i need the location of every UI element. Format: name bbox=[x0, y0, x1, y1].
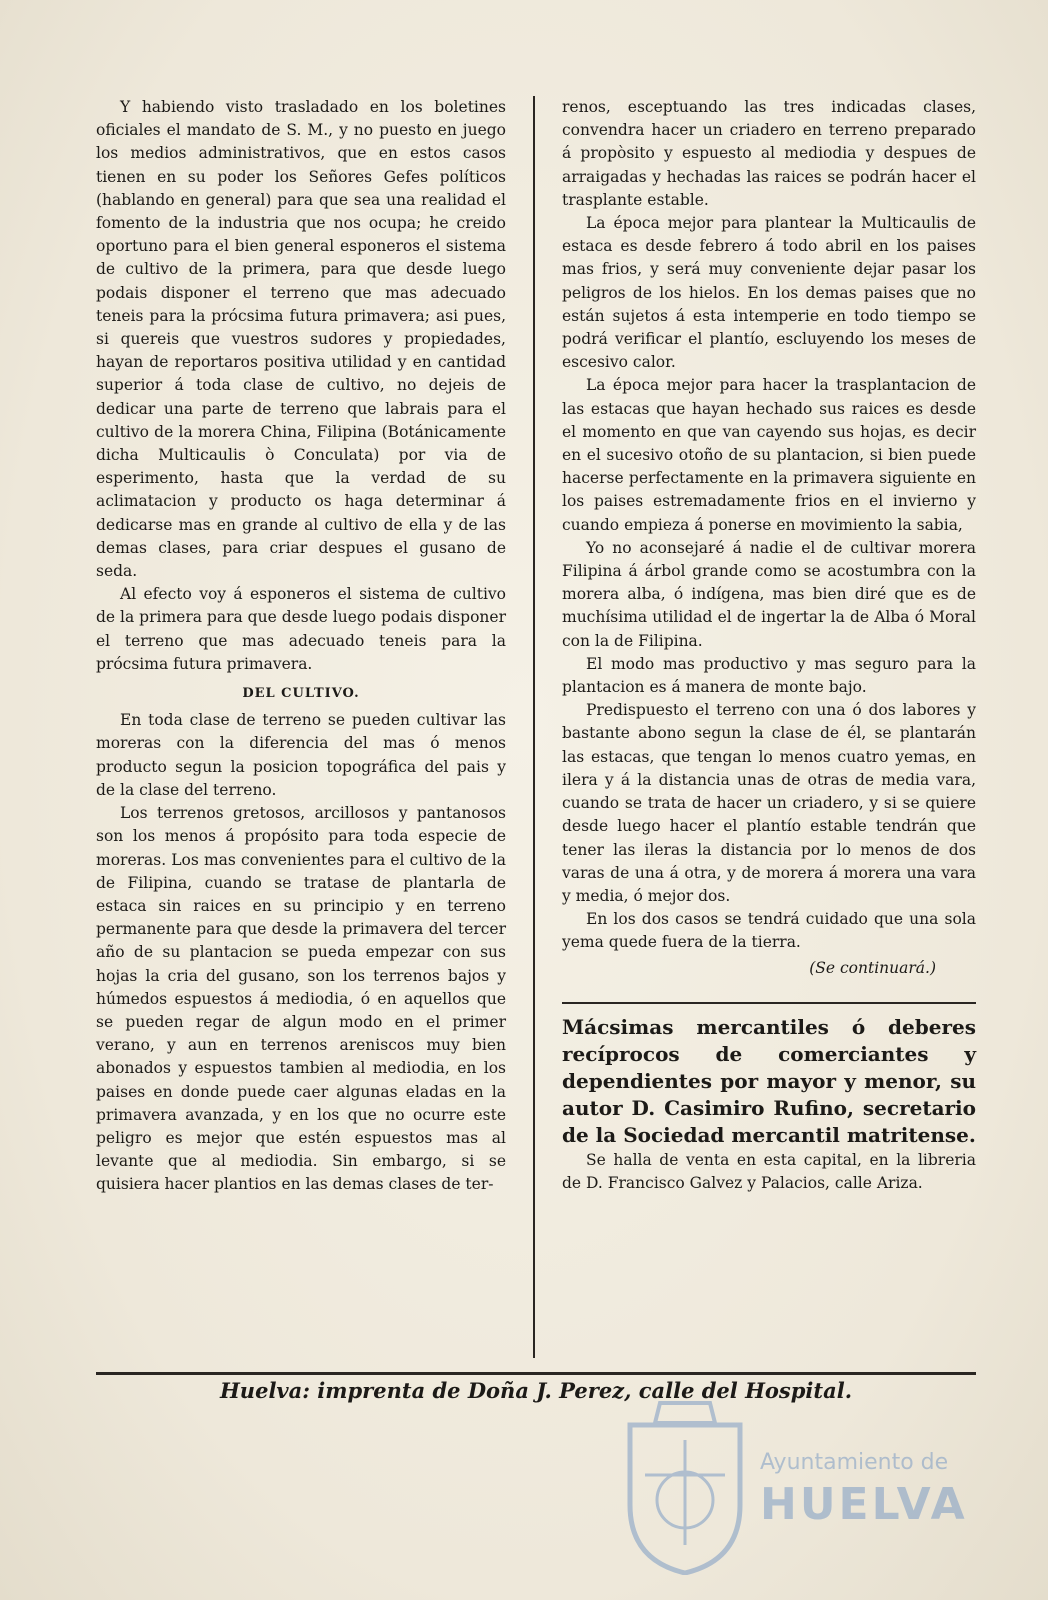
article-paragraph: Los terrenos gretosos, arcillosos y pantanosos son los menos á propósito para toda especie de moreras. Los mas convenientes para el cultivo de la de Filipina, cuando se tratase de plantarla de estaca sin raices en su principio y en terreno permanente para que desde la primavera del tercer año de su plantacion se pueda empezar con sus hojas la cria del gusano, son los terrenos bajos y húmedos espuestos á mediodia, ó en aquellos que se pueden regar de algun modo en el primer verano, y aun en terrenos areniscos muy bien abonados y espuestos tambien al mediodia, en los paises en donde puede caer algunas eladas en la primavera avanzada, y en los que no ocurre este peligro es mejor que estén espuestos mas al levante que al mediodia. Sin embargo, si se quisiera hacer plantios en las demas clases de ter- bbox=[96, 804, 506, 1194]
right-column bbox=[562, 96, 976, 1195]
article-paragraph: renos, esceptuando las tres indicadas clases, convendra hacer un criadero en terreno preparado á propòsito y espuesto al mediodia y despues de arraigadas y hechadas las raices se podrán hacer el trasplante estable. bbox=[562, 98, 976, 209]
continued-note: (Se continuará.) bbox=[809, 958, 936, 977]
column-divider bbox=[533, 96, 535, 1358]
article-paragraph: En los dos casos se tendrá cuidado que una sola yema quede fuera de la tierra. bbox=[562, 910, 976, 952]
left-column bbox=[96, 96, 506, 1197]
article-paragraph: Yo no aconsejaré á nadie el de cultivar morera Filipina á árbol grande como se acostumbra con la morera alba, ó indígena, mas bien diré que es de muchísima utilidad el de ingertar la de Alba ó Moral con la de Filipina. bbox=[562, 538, 976, 650]
article-paragraph: El modo mas productivo y mas seguro para la plantacion es á manera de monte bajo. bbox=[562, 654, 976, 697]
article-paragraph: Al efecto voy á esponeros el sistema de cultivo de la primera para que desde luego podais disponer el terreno que mas adecuado teneis para la prócsima futura primavera. bbox=[96, 585, 506, 673]
section-heading: DEL CULTIVO. bbox=[242, 686, 360, 702]
advertisement-title: Mácsimas mercantiles ó deberes recíprocos de comerciantes y dependientes por mayor y menor, su autor D. Casimiro Rufino, secretario de la Sociedad mercantil matritense. bbox=[562, 1014, 976, 1147]
article-paragraph: En toda clase de terreno se pueden cultivar las moreras con la diferencia del mas ó menos producto segun la posicion topográfica del pais y de la clase del terreno. bbox=[96, 711, 506, 799]
article-paragraph: Y habiendo visto trasladado en los boletines oficiales el mandato de S. M., y no puesto en juego los medios administrativos, que en estos casos tienen en su poder los Señores Gefes políticos (hablando en general) para que sea una realidad el fomento de la industria que nos ocupa; he creido oportuno para el bien general esponeros el sistema de cultivo de la primera, para que desde luego podais disponer el terreno que mas adecuado teneis para la prócsima futura primavera; asi pues, si quereis que vuestros sudores y propiedades, hayan de reportaros positiva utilidad y en cantidad superior á toda clase de cultivo, no dejeis de dedicar una parte de terreno que labrais para el cultivo de la morera China, Filipina (Botánicamente dicha Multicaulis ò Conculata) por via de esperimento, hasta que la verdad de su aclimatacion y producto os haga determinar á dedicarse mas en grande al cultivo de ella y de las demas clases, para criar despues el gusano de seda. bbox=[96, 98, 506, 581]
advertisement-body: Se halla de venta en esta capital, en la libreria de D. Francisco Galvez y Palacios, calle Ariza. bbox=[562, 1150, 976, 1192]
advertisement bbox=[562, 1014, 976, 1195]
watermark-text bbox=[760, 1450, 968, 1530]
coat-of-arms-icon bbox=[620, 1395, 750, 1575]
article-paragraph: Predispuesto el terreno con una ó dos labores y bastante abono segun la clase de él, se plantarán las estacas, que tengan lo menos cuatro yemas, en ilera y á la distancia unas de otras de media vara, cuando se trata de hacer un criadero, y si se quiere desde luego hacer el plantío estable tendrán que tener las ileras la distancia por lo menos de dos varas de una á otra, y de morera á morera una vara y media, ó mejor dos. bbox=[562, 701, 976, 905]
footer-divider bbox=[96, 1372, 976, 1375]
printer-imprint: Huelva: imprenta de Doña J. Perez, calle del Hospital. bbox=[219, 1378, 853, 1403]
watermark-line1: Ayuntamiento de bbox=[760, 1450, 949, 1475]
watermark-line2: HUELVA bbox=[760, 1479, 968, 1530]
archive-watermark bbox=[620, 1395, 980, 1585]
advertisement-divider bbox=[562, 1002, 976, 1004]
article-paragraph: La época mejor para plantear la Multicaulis de estaca es desde febrero á todo abril en los paises mas frios, y será muy conveniente dejar pasar los peligros de los hielos. En los demas paises que no están sujetos á esta intemperie en todo tiempo se podrá verificar el plantío, escluyendo los meses de escesivo calor. bbox=[562, 214, 976, 372]
article-paragraph: La época mejor para hacer la trasplantacion de las estacas que hayan hechado sus raices es desde el momento en que van cayendo sus hojas, es decir en el sucesivo otoño de su plantacion, si bien puede hacerse perfectamente en la primavera siguiente en los paises estremadamente frios en el invierno y cuando empieza á ponerse en movimiento la sabia, bbox=[562, 376, 976, 534]
